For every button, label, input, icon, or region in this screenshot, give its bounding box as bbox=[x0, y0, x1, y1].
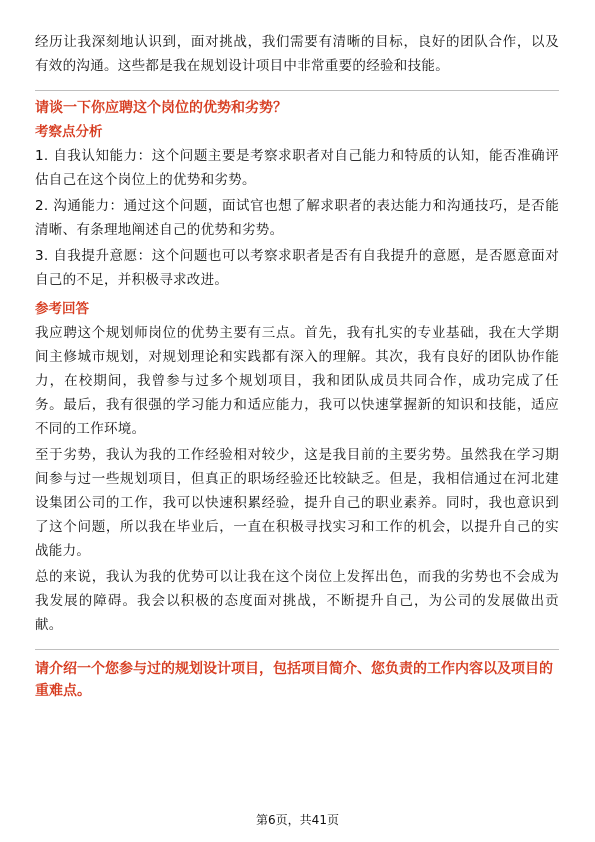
answer-paragraph: 我应聘这个规划师岗位的优势主要有三点。首先，我有扎实的专业基础，我在大学期间主修城市规划，对规划理论和实践都有深入的理解。其次，我有良好的团队协作能力，在校期间，我曾参与过多个规划项目，我和团队成员共同合作，成功完成了任务。最后，我有很强的学习能力和适应能力，我可以快速掌握新的知识和技能，适应不同的工作环境。 bbox=[35, 325, 559, 437]
answer-heading: 参考回答 bbox=[35, 301, 89, 317]
analysis-item: 2. 沟通能力：通过这个问题，面试官也想了解求职者的表达能力和沟通技巧，是否能清晰、有条理地阐述自己的优势和劣势。 bbox=[35, 198, 559, 238]
intro-paragraph: 经历让我深刻地认识到，面对挑战，我们需要有清晰的目标，良好的团队合作，以及有效的沟通。这些都是我在规划设计项目中非常重要的经验和技能。 bbox=[35, 34, 559, 74]
document-page bbox=[35, 30, 559, 702]
answer-paragraph: 总的来说，我认为我的优势可以让我在这个岗位上发挥出色，而我的劣势也不会成为我发展的障碍。我会以积极的态度面对挑战，不断提升自己，为公司的发展做出贡献。 bbox=[35, 569, 559, 633]
analysis-heading: 考察点分析 bbox=[35, 124, 103, 140]
next-question-title: 请介绍一个您参与过的规划设计项目，包括项目简介、您负责的工作内容以及项目的重难点。 bbox=[35, 661, 553, 699]
section-divider bbox=[35, 649, 559, 650]
analysis-item: 3. 自我提升意愿：这个问题也可以考察求职者是否有自我提升的意愿，是否愿意面对自己的不足，并积极寻求改进。 bbox=[35, 248, 559, 288]
analysis-item: 1. 自我认知能力：这个问题主要是考察求职者对自己能力和特质的认知，能否准确评估自己在这个岗位上的优势和劣势。 bbox=[35, 148, 559, 188]
page-number: 第6页，共41页 bbox=[256, 813, 339, 827]
section-divider bbox=[35, 90, 559, 91]
question-title: 请谈一下你应聘这个岗位的优势和劣势？ bbox=[35, 100, 287, 116]
answer-paragraph: 至于劣势，我认为我的工作经验相对较少，这是我目前的主要劣势。虽然我在学习期间参与过一些规划项目，但真正的职场经验还比较缺乏。但是，我相信通过在河北建设集团公司的工作，我可以快速积累经验，提升自己的职业素养。同时，我也意识到了这个问题，所以我在毕业后，一直在积极寻找实习和工作的机会，以提升自己的实战能力。 bbox=[35, 447, 559, 559]
